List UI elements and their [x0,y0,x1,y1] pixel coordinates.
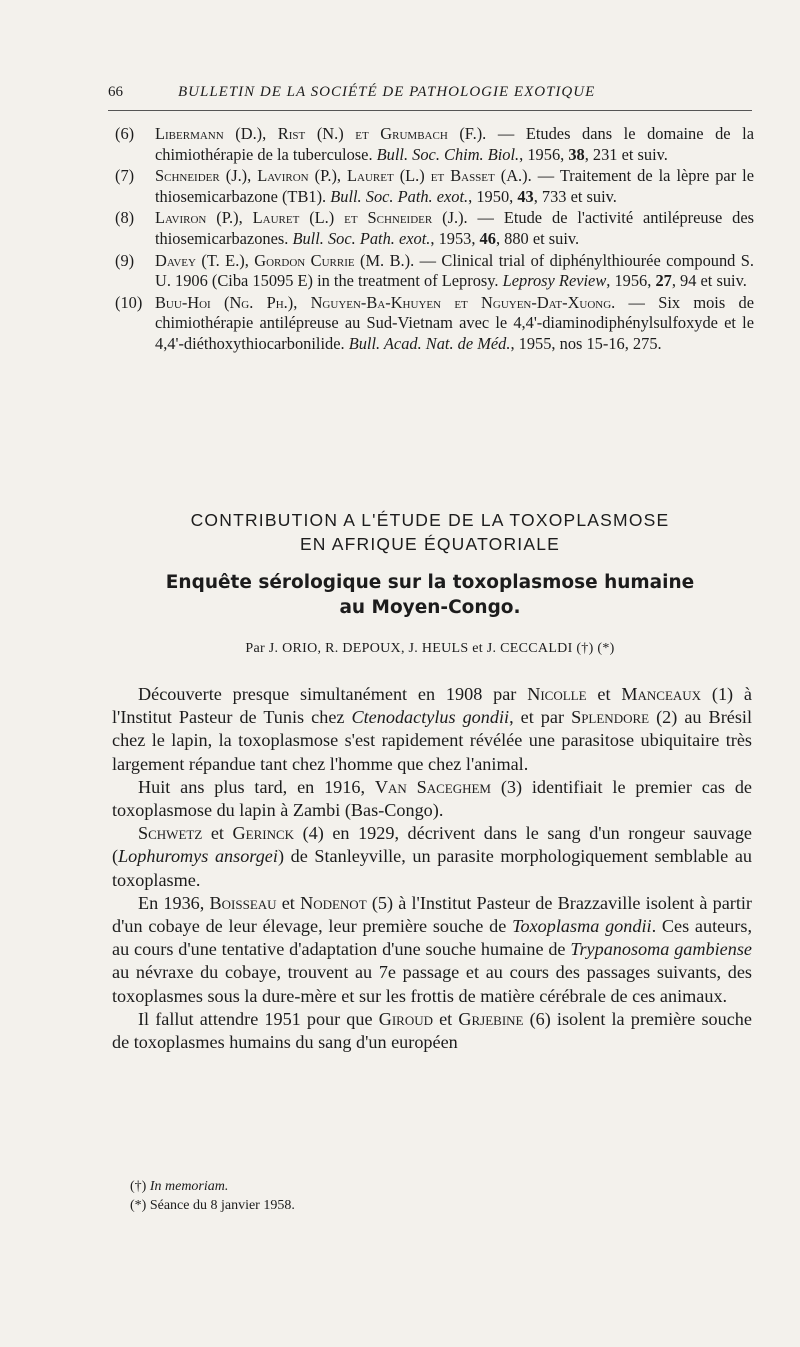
footnote: (*) Séance du 8 janvier 1958. [130,1198,295,1213]
reference-item: (8) Laviron (P.), Lauret (L.) et Schneider (J.). — Etude de l'activité antilépreuse des thiosemicarbazones. Bull. Soc. Path. exot., 1953, 46, 880 et suiv. [115,208,754,248]
running-header [108,84,748,101]
reference-item: (9) Davey (T. E.), Gordon Currie (M. B.). — Clinical trial of diphénylthiourée compound S. U. 1906 (Ciba 15095 E) in the treatment of Leprosy. Leprosy Review, 1956, 27, 94 et suiv. [115,250,754,291]
paragraph: Il fallut attendre 1951 pour que Giroud et Grjebine (6) isolent la première souche de toxoplasmes humains du sang d'un européen [112,1008,752,1053]
paragraph: Huit ans plus tard, en 1916, Van Saceghem (3) identifiait le premier cas de toxoplasmose du lapin à Zambi (Bas-Congo). [112,776,752,821]
reference-item: (10) Buu-Hoi (Ng. Ph.), Nguyen-Ba-Khuyen et Nguyen-Dat-Xuong. — Six mois de chimiothérapie antilépreuse au Sud-Vietnam avec le 4,4'-diaminodiphénylsulfoxyde et le 4,4'-diéthoxythiocarbonilide. Bull. Acad. Nat. de Méd., 1955, nos 15-16, 275. [115,292,754,353]
reference-item: (6) Libermann (D.), Rist (N.) et Grumbach (F.). — Etudes dans le domaine de la chimiothérapie de la tuberculose. Bull. Soc. Chim. Biol., 1956, 38, 231 et suiv. [115,124,755,164]
reference-item: (7) Schneider (J.), Laviron (P.), Lauret (L.) et Basset (A.). — Traitement de la lèpre par le thiosemicarbazone (TB1). Bull. Soc. Path. exot., 1950, 43, 733 et suiv. [115,166,754,206]
article-authors: Par J. ORIO, R. DEPOUX, J. HEULS et J. CECCALDI (†) (*) [245,641,615,656]
paragraph: En 1936, Boisseau et Nodenot (5) à l'Institut Pasteur de Brazzaville isolent à partir d'un cobaye de leur élevage, leur première souche de Toxoplasma gondii. Ces auteurs, au cours d'une tentative d'adaptation d'une souche humaine de Trypanosoma gambiense au névraxe du cobaye, trouvent au 7e passage et au cours des passages suivants, des toxoplasmes sous la dure-mère et sur les frottis de matière cérébrale de ces animaux. [112,892,752,1006]
reference-authors: Libermann (D.), Rist (N.) et Grumbach (F.). [155,124,487,143]
article-title: CONTRIBUTION A L'ÉTUDE DE LA TOXOPLASMOSE EN AFRIQUE ÉQUATORIALE [190,510,670,554]
footnote: (†) In memoriam. [130,1179,229,1194]
reference-authors: Schneider (J.), Laviron (P.), Lauret (L.) et Basset (A.). [155,166,532,186]
reference-authors: Davey (T. E.), Gordon Currie (M. B.). [155,250,415,270]
article-subtitle: Enquête sérologique sur la toxoplasmose humaine au Moyen-Congo. [165,572,695,618]
paragraph: Découverte presque simultanément en 1908 par Nicolle et Manceaux (1) à l'Institut Pasteur de Tunis chez Ctenodactylus gondii, et par Splendore (2) au Brésil chez le lapin, la toxoplasmose s'est rapidement révélée une parasitose ubiquitaire très largement répandue tant chez l'homme que chez l'animal. [112,684,753,774]
reference-authors: Laviron (P.), Lauret (L.) et Schneider (J.). [155,208,468,228]
header-rule [108,110,752,111]
article-body [112,683,752,1054]
reference-list [108,124,754,356]
footnotes [130,1177,730,1215]
reference-authors: Buu-Hoi (Ng. Ph.), Nguyen-Ba-Khuyen et Nguyen-Dat-Xuong. [155,292,616,312]
page-number: 66 [108,84,123,100]
journal-title: BULLETIN DE LA SOCIÉTÉ DE PATHOLOGIE EXOTIQUE [178,84,596,100]
paragraph: Schwetz et Gerinck (4) en 1929, décrivent dans le sang d'un rongeur sauvage (Lophuromys ansorgei) de Stanleyville, un parasite morphologiquement semblable au toxoplasme. [112,823,752,890]
